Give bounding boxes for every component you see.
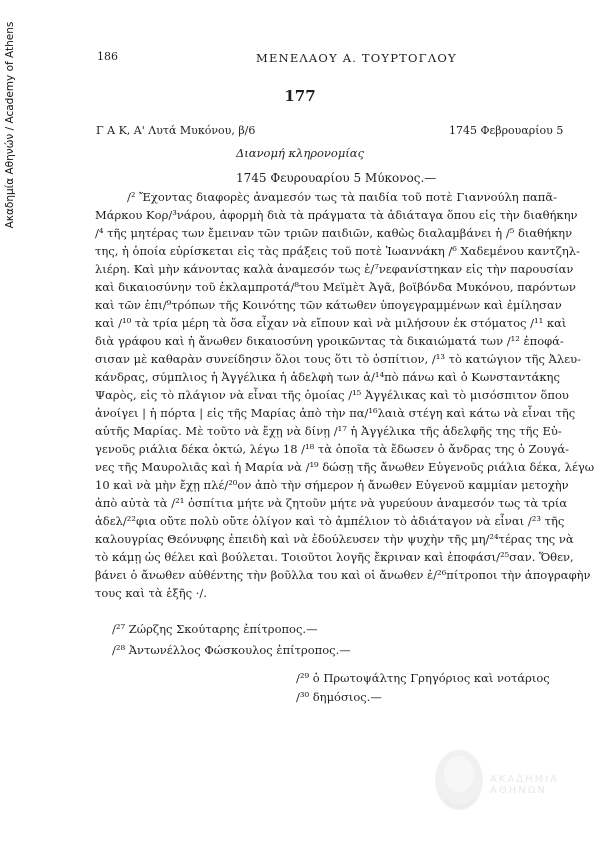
signature-notary-title: /³⁰ δημόσιος.— — [296, 690, 382, 704]
opening-date: 1745 Φευρουαρίου 5 Μύκονος.— — [236, 171, 437, 185]
body-line: /⁴ τῆς μητέρας των ἔμειναν τῶν τριῶν παιδιῶν, καθὼς διαλαμβάνει ἡ /⁵ διαθήκην — [95, 226, 573, 240]
body-line: /² Ἔχοντας διαφορὲς ἀναμεσόν τως τὰ παιδία τοῦ ποτὲ Γιαννούλη παπᾶ- — [127, 190, 557, 204]
body-line: καὶ τῶν ἐπι/⁹τρόπων τῆς Κοινότης τῶν κάτωθεν ὑπογεγραμμένων καὶ ἐμίλησαν — [95, 298, 562, 312]
body-line: βάνει ὁ ἄνωθεν αὐθέντης τὴν βοῦλλα του καὶ οἱ ἄνωθεν ἐ/²⁶πίτροποι τὴν ἀπογραφὴν — [95, 568, 591, 582]
body-line: ἀδελ/²²φια οὔτε πολὺ οὔτε ὀλίγον καὶ τὸ ἀμπέλιον τὸ ἀδιάταγον νὰ εἶναι /²³ τῆς — [95, 514, 565, 528]
signature-skoutaris: /²⁷ Ζώρζης Σκούταρης ἐπίτροπος.— — [112, 622, 318, 636]
page-number: 186 — [97, 50, 118, 63]
body-line: σισαν μὲ καθαρὰν συνείδησιν ὅλοι τους ὅτι τὸ ὀσπίτιον, /¹³ τὸ κατώγιον τῆς Ἀλευ- — [95, 352, 581, 366]
body-line: της, ἡ ὁποία εὑρίσκεται εἰς τὰς πράξεις τοῦ ποτὲ Ἰωαννάκη /⁶ Χαδεμένου καντζηλ- — [95, 244, 580, 258]
body-line: κάνδρας, σύμπλιος ἡ Ἀγγέλικα ἡ ἀδελφὴ των ἀ/¹⁴πὸ πάνω καὶ ὁ Κωνσταντάκης — [95, 370, 560, 384]
document-number: 177 — [284, 87, 316, 105]
body-line: λιέρη. Καὶ μὴν κάνοντας καλὰ ἀναμεσόν τως ἐ/⁷νεφανίστηκαν εἰς τὴν παρουσίαν — [95, 262, 574, 276]
body-line: καὶ /¹⁰ τὰ τρία μέρη τὰ ὅσα εἶχαν νὰ εἴπουν καὶ νὰ μιλήσουν ἐκ στόματος /¹¹ καὶ — [95, 316, 567, 330]
body-line: Ψαρὸς, εἰς τὸ πλάγιον νὰ εἶναι τῆς ὁμοίας /¹⁵ Ἀγγέλικας καὶ τὸ μισόσπιτον ὅπου — [95, 388, 569, 402]
body-line: τὸ κάμῃ ὡς θέλει καὶ βούλεται. Τοιοῦτοι λογῆς ἔκριναν καὶ ἐποφάσι/²⁵σαν. Ὅθεν, — [95, 550, 574, 564]
body-line: καλουγρίας Θεόνυφης ἐπειδὴ καὶ νὰ ἐδούλευσεν τὴν ψυχὴν τῆς μη/²⁴τέρας της νὰ — [95, 532, 574, 546]
archive-source: Γ Α Κ, Α' Λυτά Μυκόνου, β/6 — [96, 124, 256, 137]
signature-notary: /²⁹ ὁ Πρωτοψάλτης Γρηγόριος καὶ νοτάριος — [296, 671, 550, 685]
watermark-text: ΑΚΑΔΗΜΙΑ ΑΘΗΝΩΝ — [490, 774, 560, 796]
body-line: καὶ δικαιοσύνην τοῦ ἐκλαμπροτά/⁸του Μεϊμὲτ Ἀγᾶ, βοϊβόνδα Μυκόνου, παρόντων — [95, 280, 576, 294]
body-line: διὰ γράφου καὶ ἡ ἄνωθεν δικαιοσύνη γροικῶντας τὰ δικαιώματά των /¹² ἐποφά- — [95, 334, 564, 348]
body-line: γενοῦς ριάλια δέκα ὀκτώ, λέγω 18 /¹⁸ τὰ ὁποῖα τὰ ἔδωσεν ὁ ἄνδρας της ὁ Ζουγά- — [95, 442, 569, 456]
body-line: νες τῆς Μαυρολιᾶς καὶ ἡ Μαρία νὰ /¹⁹ δώσῃ τῆς ἄνωθεν Εὐγενοῦς ριάλια δέκα, λέγω — [95, 460, 595, 474]
running-head: ΜΕΝΕΛΑΟΥ Α. ΤΟΥΡΤΟΓΛΟΥ — [256, 51, 457, 65]
side-label: Ακαδημία Αθηνών / Academy of Athens — [4, 21, 16, 229]
body-line: αὐτῆς Μαρίας. Μὲ τοῦτο νὰ ἔχῃ νὰ δίνῃ /¹⁷ ἡ Ἀγγέλικα τῆς ἀδελφῆς της τῆς Εὐ- — [95, 424, 562, 438]
signature-foskoulos: /²⁸ Ἀντωνέλλος Φώσκουλος ἐπίτροπος.— — [112, 643, 351, 657]
body-line: 10 καὶ νὰ μὴν ἔχῃ πλέ/²⁰ον ἀπὸ τὴν σήμερον ἡ ἄνωθεν Εὐγενοῦ καμμίαν μετοχὴν — [95, 478, 569, 492]
body-line: ἀνοίγει | ἡ πόρτα | εἰς τῆς Μαρίας ἀπὸ τὴν πα/¹⁶λαιὰ στέγη καὶ κάτω νὰ εἶναι τῆς — [95, 406, 576, 420]
document-title: Διανομή κληρονομίας — [235, 146, 365, 160]
document-date: 1745 Φεβρουαρίου 5 — [449, 124, 564, 137]
body-line: Μάρκου Κορ/³νάρου, ἀφορμὴ διὰ τὰ πράγματα τὰ ἀδιάταγα ὅπου εἰς τὴν διαθήκην — [95, 208, 578, 222]
body-line: ἀπὸ αὐτὰ τὰ /²¹ ὀσπίτια μήτε νὰ ζητοῦν μήτε νὰ γυρεύουν ἀναμεσόν τως τὰ τρία — [95, 496, 568, 510]
body-line: τους καὶ τὰ ἑξῆς ·/. — [95, 586, 207, 600]
